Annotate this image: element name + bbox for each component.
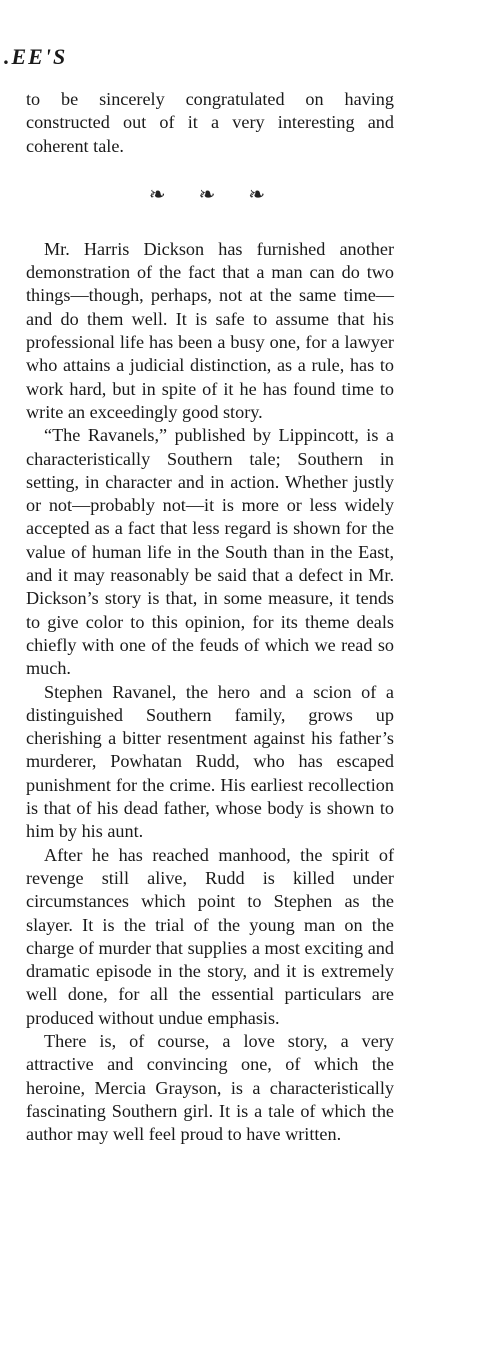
running-head: .EE'S [4, 44, 68, 69]
paragraph-dickson-intro: Mr. Harris Dickson has furnished another demonstration of the fact that a man can do two things—though, perhaps, not at the same time—and do them well. It is safe to assume that his professional life has been a busy one, for a lawyer who attains a judicial distinction, as a rule, has to work hard, but in spite of it he has found time to write an exceedingly good story. [26, 238, 394, 422]
paragraph-trial: After he has reached manhood, the spirit of revenge still alive, Rudd is killed under circumstances which point to Stephen as the slayer. It is the trial of the young man on the charge of murder that supplies a most exciting and dramatic episode in the story, and it is extremely well done, for all the essential particulars are produced without undue emphasis. [26, 844, 394, 1028]
article-column [26, 88, 394, 1146]
paragraph-continuation: to be sincerely congratulated on having constructed out of it a very interesting and coherent tale. [26, 89, 394, 156]
paragraph-love-story: There is, of course, a love story, a very attractive and convincing one, of which the heroine, Mercia Grayson, is a characteristically fascinating Southern girl. It is a tale of which the author may well feel proud to have written. [26, 1030, 394, 1145]
paragraph-stephen: Stephen Ravanel, the hero and a scion of a distinguished Southern family, grows up cherishing a bitter resentment against his father’s murderer, Powhatan Rudd, who has escaped punishment for the crime. His earliest recollection is that of his dead father, whose body is shown to him by his aunt. [26, 681, 394, 842]
paragraph-ravanels: “The Ravanels,” published by Lippincott, is a characteristically Southern tale; Southern in setting, in character and in action. Whether justly or not—probably not—it is more or less widely accepted as a fact that less regard is shown for the value of human life in the South than in the East, and it may reasonably be said that a defect in Mr. Dickson’s story is that, in some measure, it tends to give color to this opinion, for its theme deals chiefly with one of the feuds of which we read so much. [26, 425, 394, 679]
section-ornament: ❧ ❧ ❧ [148, 183, 280, 206]
